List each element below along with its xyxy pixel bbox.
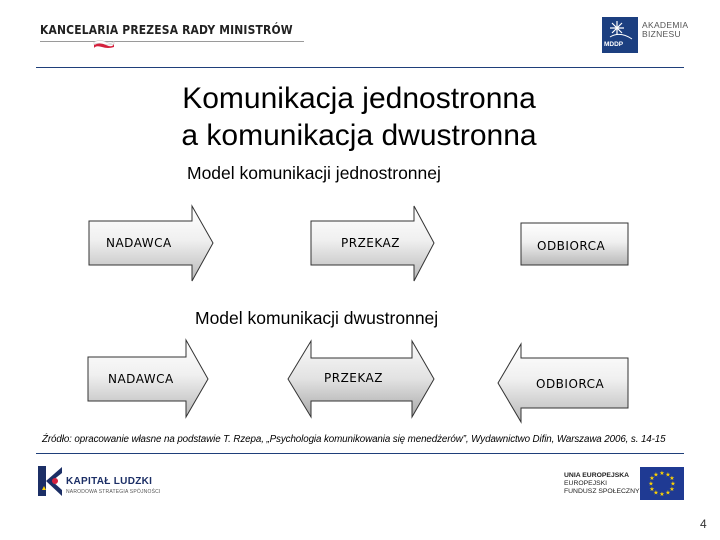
svg-text:★: ★ bbox=[653, 489, 659, 497]
svg-text:★: ★ bbox=[649, 475, 655, 482]
mddp-label: MDDP bbox=[604, 41, 624, 48]
akademia-biznesu-label: AKADEMIA BIZNESU bbox=[642, 20, 689, 39]
svg-text:★: ★ bbox=[665, 489, 671, 497]
svg-text:★: ★ bbox=[670, 480, 676, 488]
sender-label-two-way: NADAWCA bbox=[108, 372, 174, 386]
sender-label: NADAWCA bbox=[106, 236, 172, 250]
svg-text:★: ★ bbox=[649, 486, 655, 493]
one-way-model-heading: Model komunikacji jednostronnej bbox=[187, 163, 441, 183]
eu-fund-label: UNIA EUROPEJSKA EUROPEJSKI FUNDUSZ SPOŁECZNY bbox=[564, 472, 640, 495]
kapital-ludzki-logo-icon bbox=[38, 464, 64, 498]
kapital-ludzki-label: KAPITAŁ LUDZKI bbox=[66, 476, 153, 487]
two-way-model-heading: Model komunikacji dwustronnej bbox=[195, 308, 439, 328]
svg-text:★: ★ bbox=[669, 475, 675, 482]
source-note: Źródło: opracowanie własne na podstawie T. Rzepa, „Psychologia komunikowania się menedżerów”, Wydawnictwo Difin, Warszawa 2006, s. 14-15 bbox=[42, 434, 666, 445]
message-label-two-way: PRZEKAZ bbox=[324, 371, 383, 385]
svg-text:★: ★ bbox=[665, 471, 671, 479]
footer-rule bbox=[36, 453, 684, 454]
eu-flag-icon bbox=[640, 467, 684, 500]
page-title: Komunikacja jednostronna a komunikacja dwustronna bbox=[181, 82, 537, 152]
svg-text:★: ★ bbox=[659, 491, 665, 498]
svg-text:★: ★ bbox=[669, 486, 675, 493]
page-number: 4 bbox=[700, 517, 707, 531]
receiver-label: ODBIORCA bbox=[537, 239, 606, 253]
message-label: PRZEKAZ bbox=[341, 236, 400, 250]
kapital-ludzki-subtitle: NARODOWA STRATEGIA SPÓJNOŚCI bbox=[66, 489, 161, 495]
svg-text:★: ★ bbox=[653, 471, 659, 479]
org-name: KANCELARIA PREZESA RADY MINISTRÓW bbox=[40, 22, 293, 37]
receiver-label-two-way: ODBIORCA bbox=[536, 377, 605, 391]
svg-text:★: ★ bbox=[648, 480, 654, 488]
svg-text:★: ★ bbox=[659, 470, 665, 477]
